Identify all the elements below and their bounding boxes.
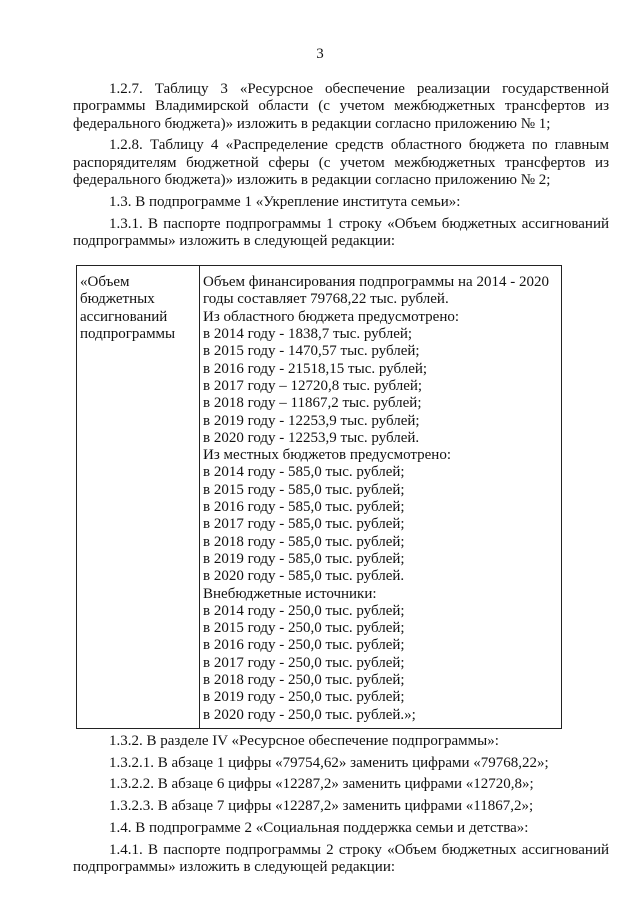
regional-line: в 2014 году - 1838,7 тыс. рублей; <box>203 326 413 343</box>
table-value-cell <box>200 266 562 729</box>
paragraph-1-3-1: 1.3.1. В паспорте подпрограммы 1 строку «Объем бюджетных ассигнований подпрограммы» изложить в следующей редакции: <box>73 215 609 249</box>
regional-line: в 2016 году - 21518,15 тыс. рублей; <box>203 360 428 377</box>
extra-line: в 2014 году - 250,0 тыс. рублей; <box>203 602 405 619</box>
paragraph-1-2-8: 1.2.8. Таблицу 4 «Распределение средств областного бюджета по главным распорядителям бюджетной сферы (с учетом межбюджетных трансфертов из федерального бюджета)» изложить в редакции согласно приложению № 2; <box>73 137 609 188</box>
table-label-cell: «Объем бюджетных ассигнований подпрограммы <box>77 266 200 729</box>
regional-line: в 2020 году - 12253,9 тыс. рублей. <box>203 429 420 446</box>
paragraph-1-3: 1.3. В подпрограмме 1 «Укрепление института семьи»: <box>109 193 461 210</box>
extra-line: в 2015 году - 250,0 тыс. рублей; <box>203 620 405 637</box>
extra-line: в 2017 году - 250,0 тыс. рублей; <box>203 654 405 671</box>
paragraph-1-4-1: 1.4.1. В паспорте подпрограммы 2 строку «Объем бюджетных ассигнований подпрограммы» изложить в следующей редакции: <box>73 841 609 876</box>
extra-line: в 2020 году - 250,0 тыс. рублей.»; <box>203 706 416 723</box>
extra-line: в 2018 году - 250,0 тыс. рублей; <box>203 672 405 688</box>
paragraph-1-3-2-1: 1.3.2.1. В абзаце 1 цифры «79754,62» заменить цифрами «79768,22»; <box>109 754 549 771</box>
local-line: в 2019 году - 585,0 тыс. рублей; <box>203 550 405 567</box>
paragraph-1-3-2-2: 1.3.2.2. В абзаце 6 цифры «12287,2» заменить цифрами «12720,8»; <box>109 776 534 793</box>
local-line: в 2016 году - 585,0 тыс. рублей; <box>203 499 405 516</box>
extra-line: в 2016 году - 250,0 тыс. рублей; <box>203 637 405 654</box>
local-line: в 2014 году - 585,0 тыс. рублей; <box>203 464 405 481</box>
regional-line: в 2019 году - 12253,9 тыс. рублей; <box>203 412 420 429</box>
extra-line: в 2019 году - 250,0 тыс. рублей; <box>203 689 405 706</box>
table-intro: Объем финансирования подпрограммы на 2014 - 2020 годы составляет 79768,22 тыс. рублей. <box>203 274 549 308</box>
local-line: в 2018 году - 585,0 тыс. рублей; <box>203 533 405 550</box>
paragraph-1-3-2: 1.3.2. В разделе IV «Ресурсное обеспечение подпрограммы»: <box>109 732 499 749</box>
table-row <box>77 266 562 729</box>
regional-line: в 2015 году - 1470,57 тыс. рублей; <box>203 343 420 360</box>
local-header: Из местных бюджетов предусмотрено: <box>203 447 451 464</box>
budget-table <box>76 265 562 729</box>
document-body <box>73 81 609 876</box>
regional-line: в 2018 году – 11867,2 тыс. рублей; <box>203 395 422 412</box>
extra-header: Внебюджетные источники: <box>203 585 377 602</box>
regional-line: в 2017 году – 12720,8 тыс. рублей; <box>203 377 423 394</box>
local-line: в 2017 году - 585,0 тыс. рублей; <box>203 516 405 533</box>
paragraph-1-4: 1.4. В подпрограмме 2 «Социальная поддержка семьи и детства»: <box>109 820 529 837</box>
local-line: в 2020 году - 585,0 тыс. рублей. <box>203 568 405 585</box>
paragraph-1-3-2-3: 1.3.2.3. В абзаце 7 цифры «12287,2» заменить цифрами «11867,2»; <box>109 798 534 815</box>
regional-header: Из областного бюджета предусмотрено: <box>203 308 460 325</box>
paragraph-1-2-7: 1.2.7. Таблицу 3 «Ресурсное обеспечение реализации государственной программы Владимирской области (с учетом межбюджетных трансфертов из федерального бюджета)» изложить в редакции согласно приложению № 1; <box>73 81 609 132</box>
page-number: 3 <box>316 46 324 62</box>
local-line: в 2015 году - 585,0 тыс. рублей; <box>203 481 405 498</box>
